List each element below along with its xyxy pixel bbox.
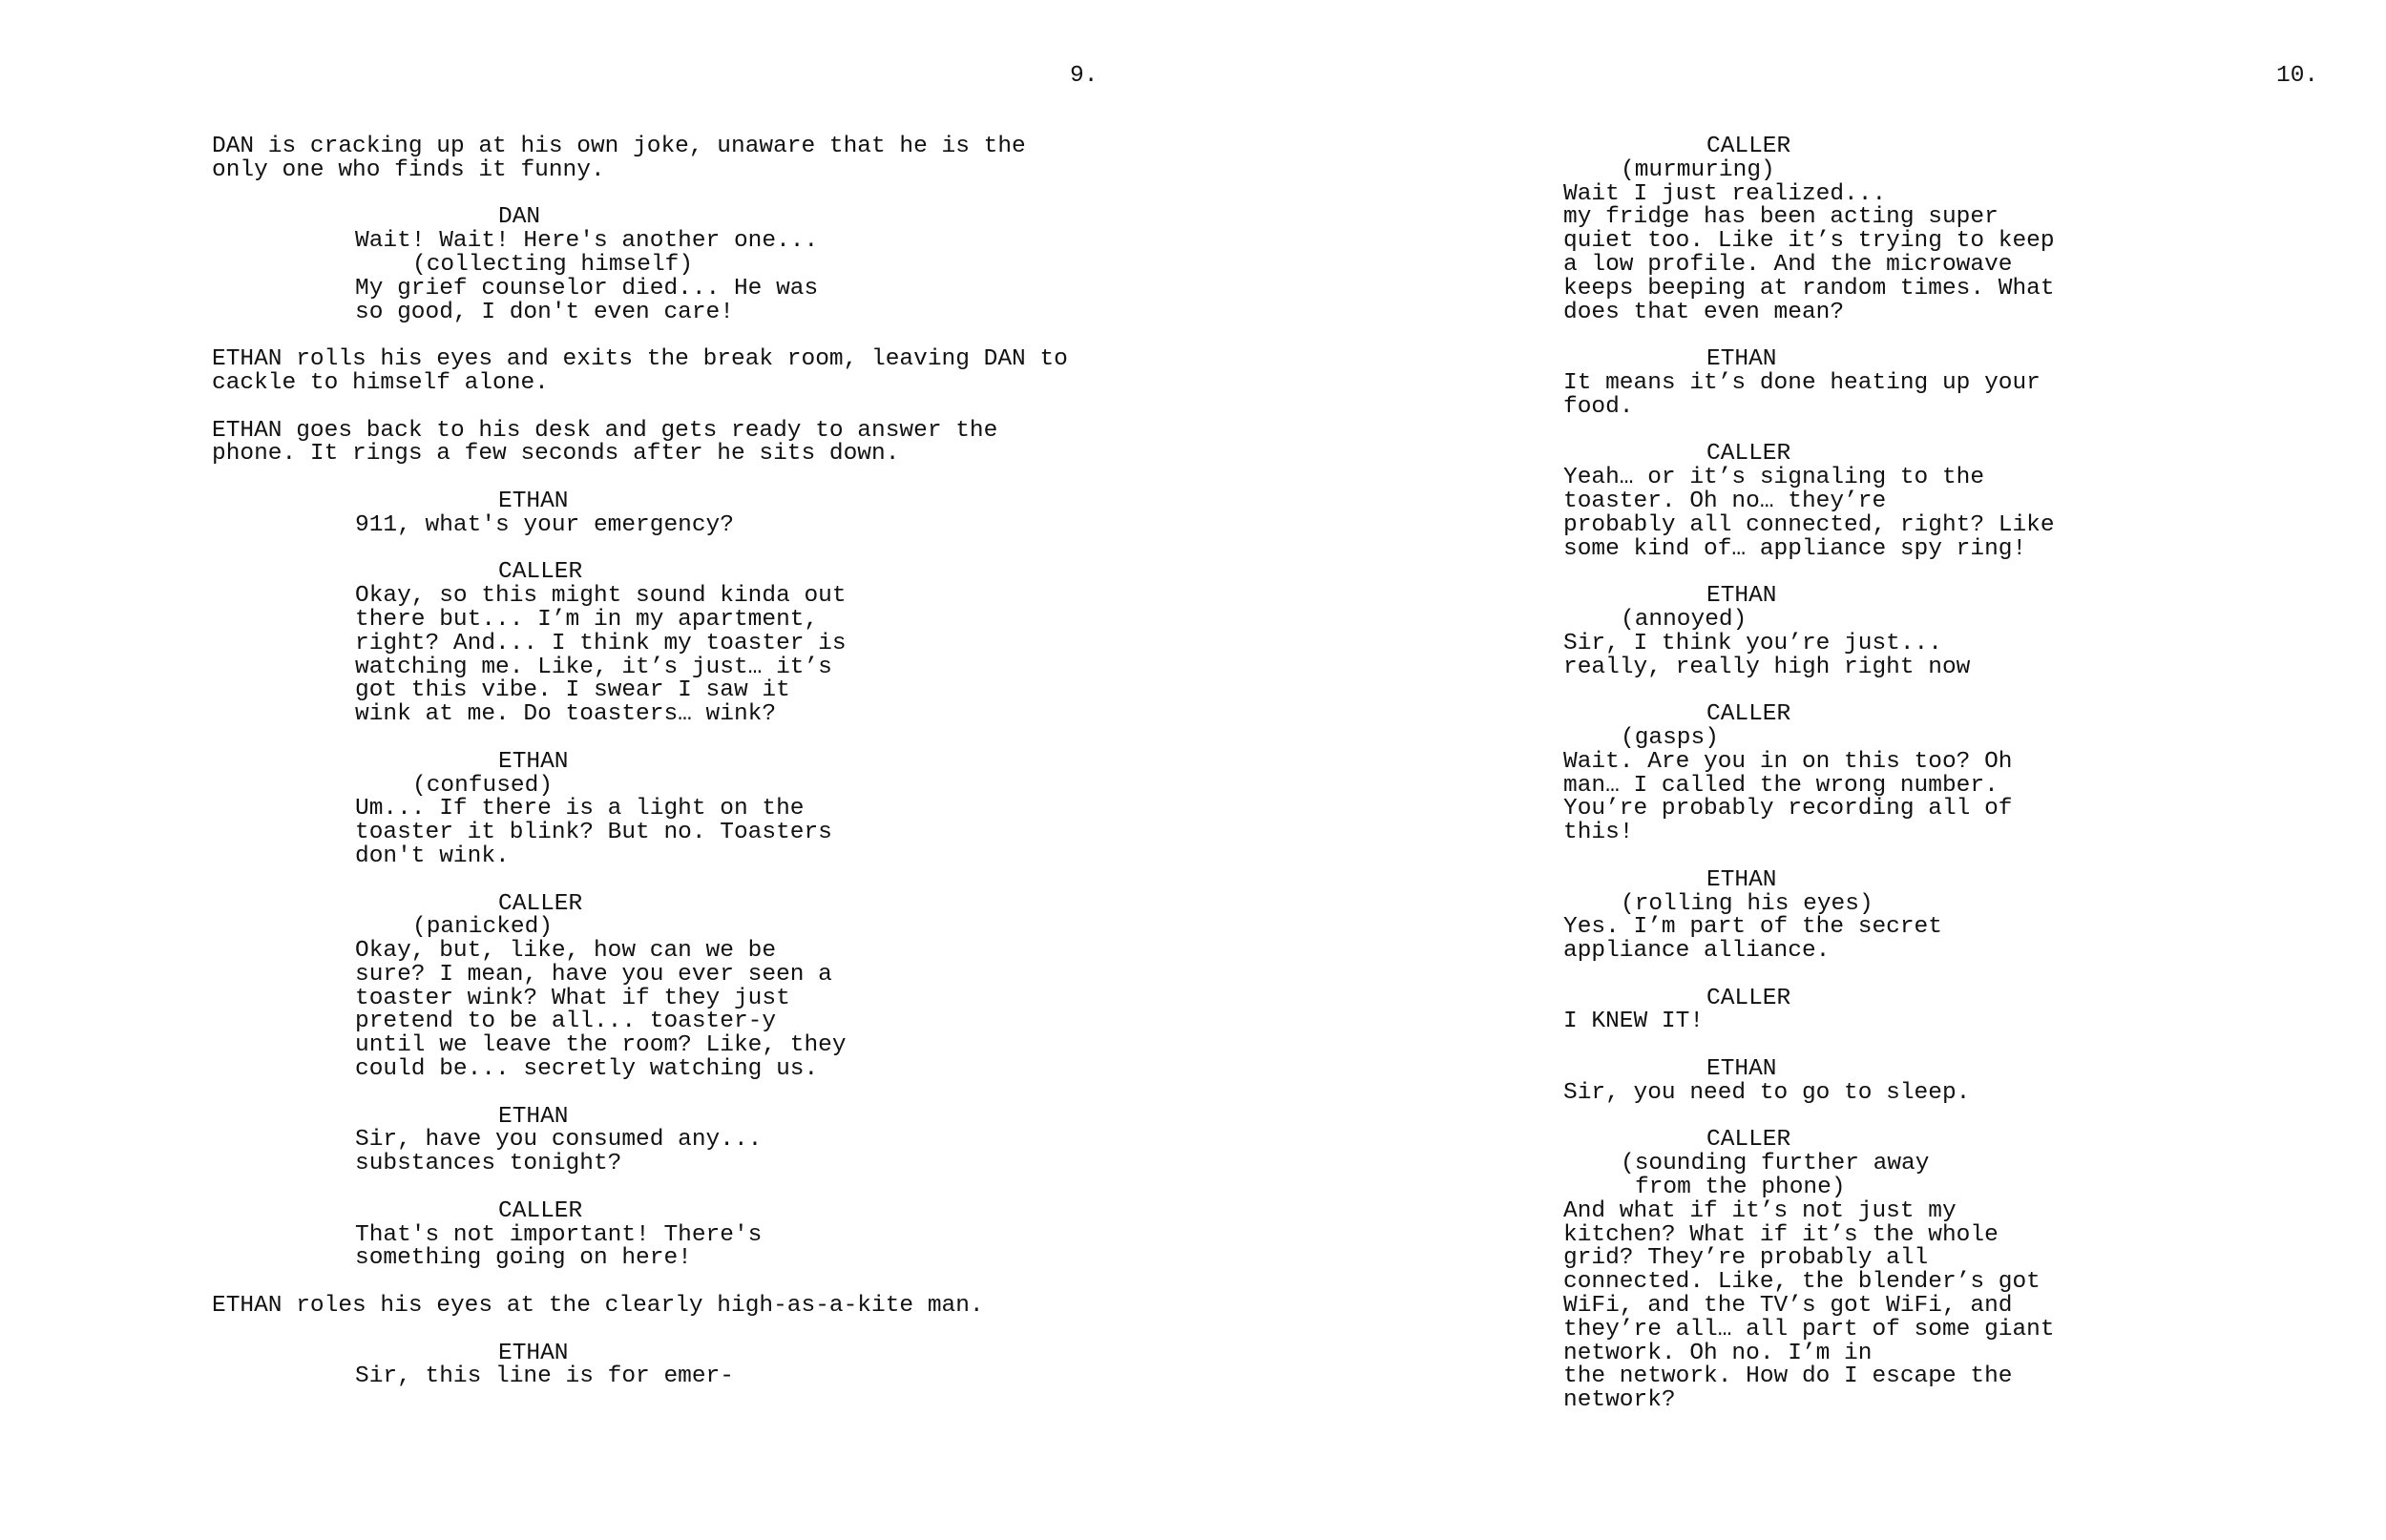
script-page-right <box>1193 0 2386 1540</box>
script-text-line: Wait I just realized... <box>1563 180 1887 207</box>
character-name <box>498 1197 1068 1224</box>
dialogue <box>355 1221 1068 1272</box>
script-text-line: And what if it’s not just my <box>1563 1197 1957 1224</box>
script-text-line: (rolling his eyes) <box>1621 890 1873 917</box>
script-text-line: (collecting himself) <box>412 251 694 278</box>
script-text-line: Wait. Are you in on this too? Oh <box>1563 748 2013 775</box>
script-text-line: Sir, I think you’re just... <box>1563 630 1942 656</box>
dialogue <box>355 1365 1068 1389</box>
dialogue <box>355 511 1068 538</box>
script-text-line: (gasps) <box>1621 724 1719 751</box>
character-name <box>498 748 1068 775</box>
script-text-line: so good, I don't even care! <box>355 299 734 325</box>
dialogue <box>355 798 1068 868</box>
script-text-line: could be... secretly watching us. <box>355 1056 819 1083</box>
action-line <box>212 348 1068 396</box>
script-text-line: That's not important! There's <box>355 1221 763 1248</box>
script-text-line: I KNEW IT! <box>1563 1009 1705 1035</box>
script-text-line: Sir, this line is for emer- <box>355 1363 734 1390</box>
script-text-line: ETHAN goes back to his desk and gets ready to answer the <box>212 417 998 444</box>
script-text-line: until we leave the room? Like, they <box>355 1032 847 1059</box>
script-body <box>1563 135 2055 1437</box>
script-text-line: watching me. Like, it’s just… it’s <box>355 654 832 680</box>
script-text-line: my fridge has been acting super <box>1563 204 1999 231</box>
character-name <box>498 890 1068 917</box>
script-text-line: pretend to be all... toaster-y <box>355 1009 777 1035</box>
script-text-line: some kind of… appliance spy ring! <box>1563 535 2027 562</box>
dialogue <box>1563 1079 2055 1106</box>
script-text-line: DAN is cracking up at his own joke, unaware that he is the <box>212 134 1026 159</box>
script-text-line: ETHAN <box>1706 866 1777 893</box>
script-text-line: Um... If there is a light on the <box>355 796 805 822</box>
parenthetical <box>412 772 1068 799</box>
script-text-line: only one who finds it funny. <box>212 156 605 183</box>
script-text-line: It means it’s done heating up your <box>1563 369 2041 396</box>
script-text-line: ETHAN <box>498 748 569 775</box>
script-text-line: sure? I mean, have you ever seen a <box>355 961 832 988</box>
action-line <box>212 417 1068 468</box>
script-text-line: ETHAN <box>498 488 569 514</box>
script-text-line: 911, what's your emergency? <box>355 511 734 538</box>
dialogue <box>1563 748 2055 846</box>
character-name <box>498 1342 1068 1366</box>
script-text-line: (annoyed) <box>1621 606 1748 633</box>
character-name <box>498 206 1068 230</box>
parenthetical <box>1621 1153 2055 1176</box>
character-name <box>1706 1058 2055 1082</box>
script-body <box>212 135 1068 1413</box>
script-text-line: cackle to himself alone. <box>212 369 549 396</box>
script-text-line: (panicked) <box>412 914 554 941</box>
character-name <box>498 490 1068 514</box>
character-name <box>1706 1129 2055 1153</box>
script-text-line: ETHAN <box>1706 346 1777 373</box>
script-text-line: from the phone) <box>1635 1175 1846 1201</box>
parenthetical <box>1621 724 2055 751</box>
dialogue <box>355 230 1068 254</box>
script-text-line: this! <box>1563 820 1634 846</box>
script-text-line: toaster it blink? But no. Toasters <box>355 820 832 846</box>
parenthetical <box>1621 890 2055 917</box>
character-name <box>1706 443 2055 467</box>
dialogue <box>355 275 1068 325</box>
script-text-line: probably all connected, right? Like <box>1563 511 2055 538</box>
dialogue <box>1563 1010 2055 1034</box>
script-text-line: CALLER <box>1706 701 1791 728</box>
parenthetical <box>412 251 1068 278</box>
script-text-line: (murmuring) <box>1621 156 1775 183</box>
character-name <box>1706 348 2055 372</box>
script-text-line: ETHAN <box>498 1103 569 1130</box>
script-text-line: ETHAN <box>1706 1056 1777 1083</box>
script-text-line: the network. How do I escape the <box>1563 1363 2013 1390</box>
script-text-line: right? And... I think my toaster is <box>355 630 847 656</box>
character-name <box>1706 866 2055 893</box>
action-line <box>212 135 1068 183</box>
script-text-line: Sir, have you consumed any... <box>355 1127 763 1154</box>
script-text-line: a low profile. And the microwave <box>1563 251 2013 278</box>
script-text-line: does that even mean? <box>1563 299 1845 325</box>
script-text-line: connected. Like, the blender’s got <box>1563 1269 2041 1296</box>
script-text-line: toaster wink? What if they just <box>355 985 790 1011</box>
script-text-line: (confused) <box>412 772 554 799</box>
script-text-line: Okay, so this might sound kinda out <box>355 583 847 610</box>
script-text-line: don't wink. <box>355 843 510 869</box>
script-text-line: DAN <box>498 204 541 231</box>
script-text-line: network? <box>1563 1387 1676 1414</box>
script-text-line: CALLER <box>1706 985 1791 1011</box>
character-name <box>1706 703 2055 727</box>
script-text-line: WiFi, and the TV’s got WiFi, and <box>1563 1293 2013 1320</box>
script-text-line: quiet too. Like it’s trying to keep <box>1563 228 2055 255</box>
script-text-line: kitchen? What if it’s the whole <box>1563 1221 1999 1248</box>
script-text-line: wink at me. Do toasters… wink? <box>355 701 777 728</box>
page-number: 10. <box>2276 63 2319 89</box>
script-text-line: ETHAN rolls his eyes and exits the break room, leaving DAN to <box>212 346 1068 373</box>
character-name <box>1706 585 2055 609</box>
script-text-line: My grief counselor died... He was <box>355 275 819 302</box>
dialogue <box>355 585 1068 727</box>
script-text-line: substances tonight? <box>355 1151 622 1177</box>
dialogue <box>1563 630 2055 680</box>
dialogue <box>1563 916 2055 964</box>
script-text-line: Okay, but, like, how can we be <box>355 938 777 965</box>
action-line <box>212 1295 1068 1319</box>
parenthetical <box>1635 1176 2055 1200</box>
script-text-line: got this vibe. I swear I saw it <box>355 677 790 704</box>
character-name <box>498 561 1068 585</box>
parenthetical <box>412 916 1068 940</box>
character-name <box>498 1103 1068 1130</box>
script-text-line: they’re all… all part of some giant <box>1563 1316 2055 1342</box>
script-text-line: something going on here! <box>355 1245 692 1272</box>
script-text-line: phone. It rings a few seconds after he sits down. <box>212 441 900 468</box>
script-text-line: CALLER <box>1706 134 1791 159</box>
script-text-line: man… I called the wrong number. <box>1563 772 1999 799</box>
script-text-line: CALLER <box>1706 1127 1791 1154</box>
script-text-line: CALLER <box>498 559 583 586</box>
script-text-line: appliance alliance. <box>1563 938 1831 965</box>
dialogue <box>1563 467 2055 561</box>
script-text-line: keeps beeping at random times. What <box>1563 275 2055 302</box>
script-text-line: ETHAN <box>1706 583 1777 610</box>
dialogue <box>1563 369 2055 420</box>
script-text-line: network. Oh no. I’m in <box>1563 1340 1873 1366</box>
dialogue <box>355 940 1068 1082</box>
script-text-line: ETHAN <box>498 1340 569 1366</box>
script-text-line: toaster. Oh no… they’re <box>1563 488 1887 514</box>
dialogue <box>1563 1197 2055 1414</box>
script-text-line: (sounding further away <box>1621 1151 1930 1177</box>
script-text-line: Sir, you need to go to sleep. <box>1563 1079 1971 1106</box>
script-text-line: food. <box>1563 393 1634 420</box>
script-text-line: Wait! Wait! Here's another one... <box>355 228 819 255</box>
character-name <box>1706 135 2055 159</box>
script-text-line: CALLER <box>1706 441 1791 468</box>
script-text-line: Yeah… or it’s signaling to the <box>1563 465 1985 491</box>
script-text-line: You’re probably recording all of <box>1563 796 2013 822</box>
script-text-line: really, really high right now <box>1563 654 1971 680</box>
script-text-line: there but... I’m in my apartment, <box>355 606 819 633</box>
script-text-line: ETHAN roles his eyes at the clearly high-as-a-kite man. <box>212 1293 984 1320</box>
dialogue <box>355 1129 1068 1176</box>
script-text-line: Yes. I’m part of the secret <box>1563 914 1942 941</box>
page-number: 9. <box>1070 63 1099 89</box>
parenthetical <box>1621 156 2055 183</box>
parenthetical <box>1621 606 2055 633</box>
dialogue <box>1563 180 2055 325</box>
script-text-line: grid? They’re probably all <box>1563 1245 1929 1272</box>
script-text-line: CALLER <box>498 1197 583 1224</box>
script-text-line: CALLER <box>498 890 583 917</box>
character-name <box>1706 985 2055 1011</box>
